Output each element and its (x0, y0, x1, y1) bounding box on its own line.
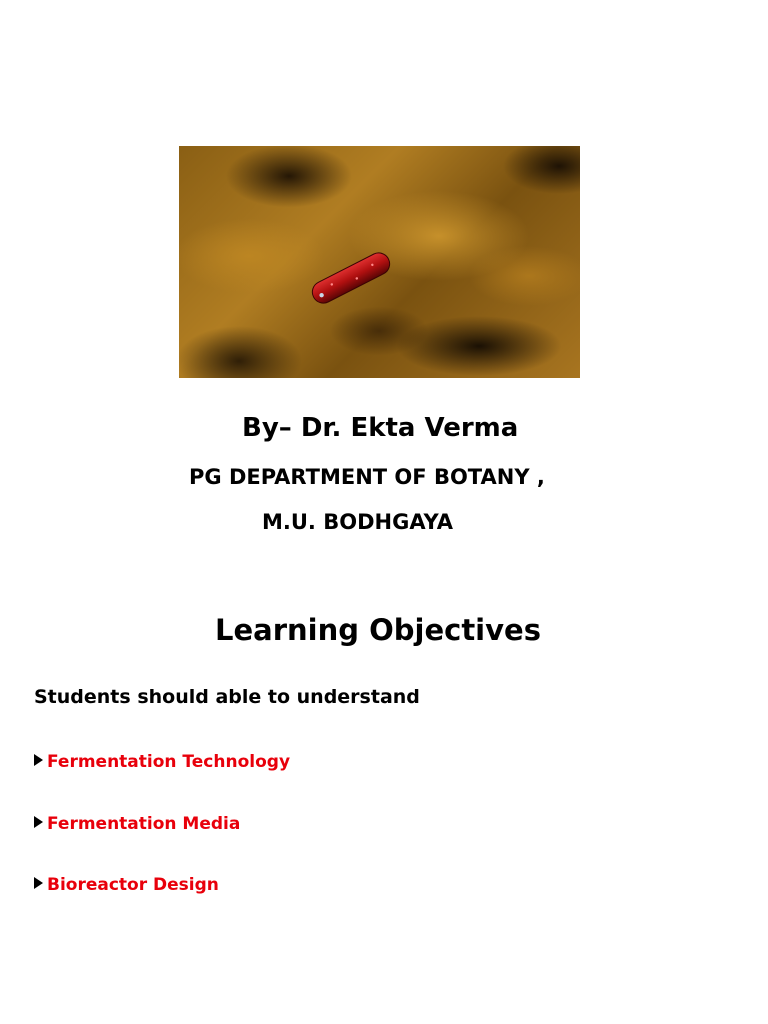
arrow-bullet-icon (34, 816, 43, 828)
list-item-label: Fermentation Media (47, 814, 241, 834)
list-item-label: Fermentation Technology (47, 752, 291, 772)
list-item-label: Bioreactor Design (47, 875, 219, 895)
bacterium-icon (179, 146, 580, 378)
section-title: Learning Objectives (215, 613, 541, 647)
university-name: M.U. BODHGAYA (262, 510, 454, 534)
arrow-bullet-icon (34, 877, 43, 889)
arrow-bullet-icon (34, 754, 43, 766)
section-subtitle: Students should able to understand (34, 686, 420, 708)
list-item (34, 814, 240, 834)
department-name: PG DEPARTMENT OF BOTANY , (189, 465, 545, 489)
hero-image (179, 146, 580, 378)
author-byline: By– Dr. Ekta Verma (242, 413, 519, 443)
list-item (34, 752, 290, 772)
list-item (34, 875, 219, 895)
